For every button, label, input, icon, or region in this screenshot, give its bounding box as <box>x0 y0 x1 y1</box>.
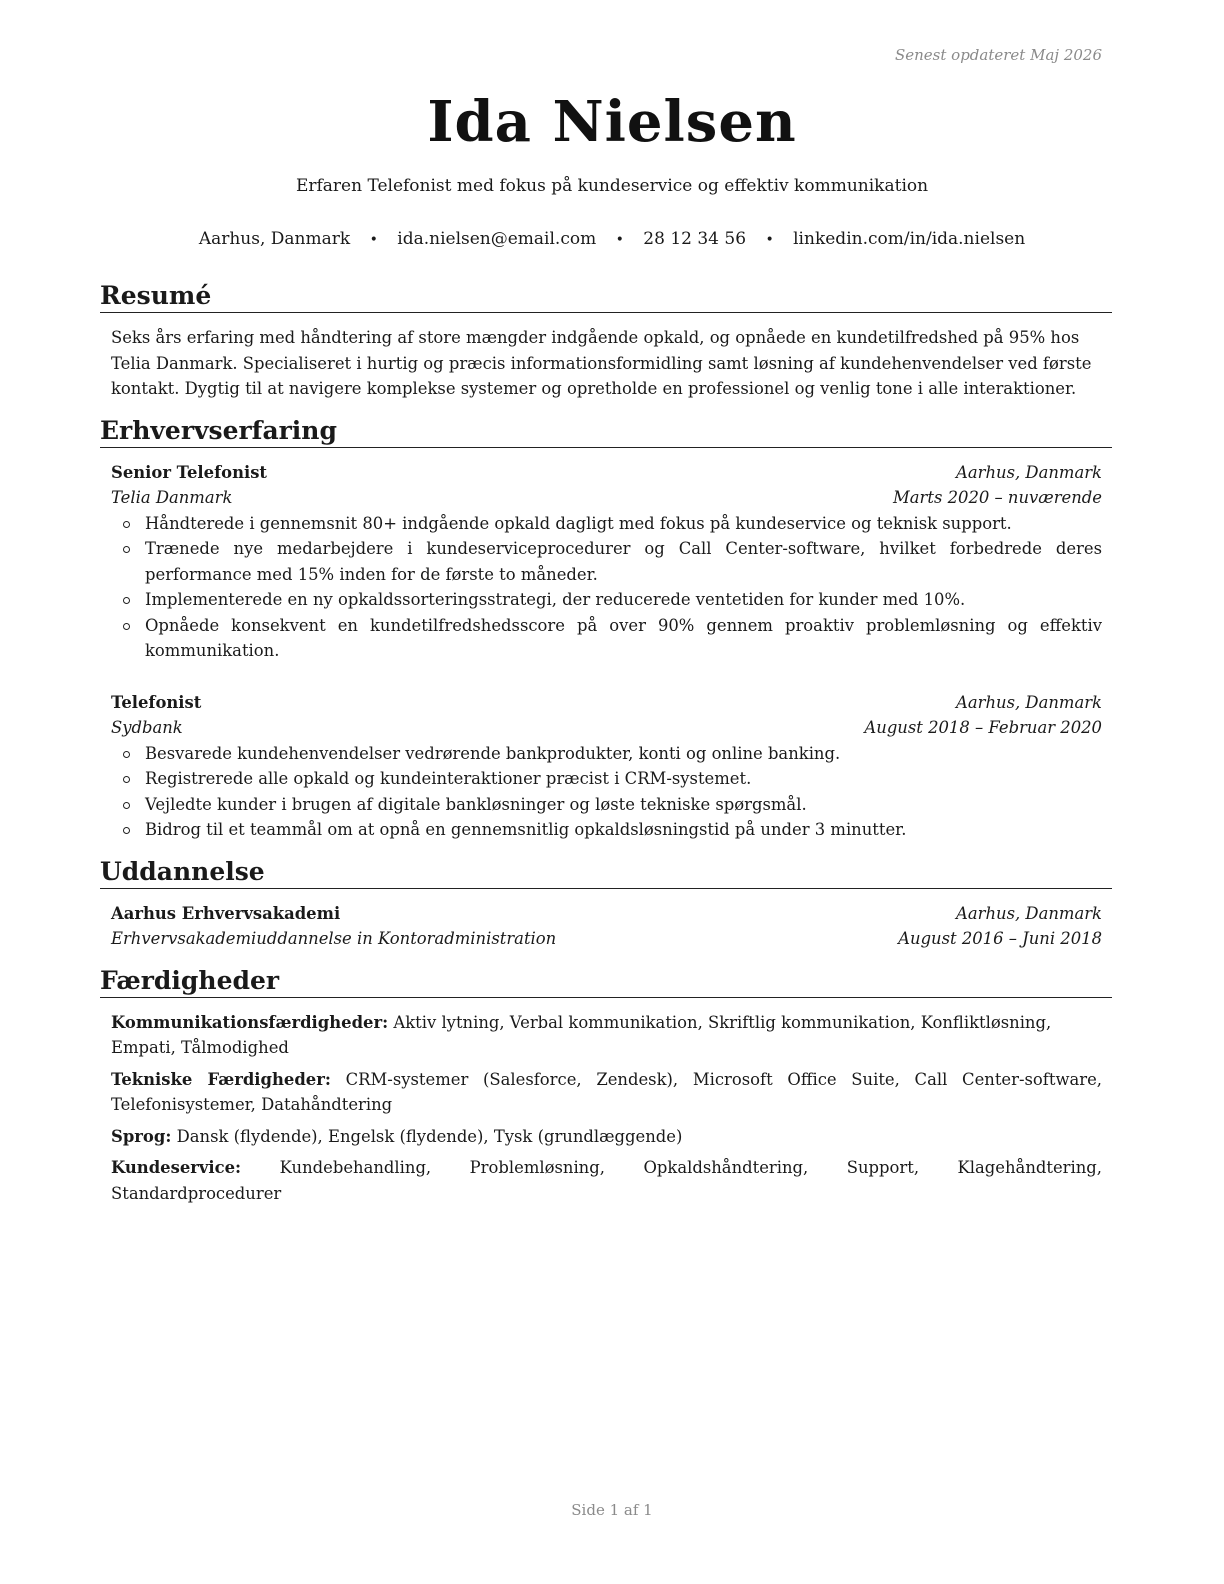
job-location: Aarhus, Danmark <box>956 692 1102 712</box>
contact-linkedin[interactable]: linkedin.com/in/ida.nielsen <box>793 229 1026 249</box>
skill-value: Kundebehandling, Problemløsning, Opkaldshåndtering, Support, Klagehåndtering, Standardprocedurer <box>111 1158 1102 1203</box>
list-item: Håndterede i gennemsnit 80+ indgående opkald dagligt med fokus på kundeservice og teknisk support. <box>111 511 1102 537</box>
job-role: Telefonist <box>111 692 202 712</box>
education-entry <box>111 901 1102 952</box>
skill-label: Sprog: <box>111 1126 172 1146</box>
list-item: Trænede nye medarbejdere i kundeserviceprocedurer og Call Center-software, hvilket forbedrede deres performance med 15% inden for de første to måneder. <box>111 536 1102 587</box>
bullet-separator-icon: • <box>765 232 774 248</box>
job-dates: Marts 2020 – nuværende <box>893 488 1102 507</box>
job-entry <box>111 460 1102 664</box>
tagline: Erfaren Telefonist med fokus på kundeservice og effektiv kommunikation <box>295 176 929 196</box>
education-degree: Erhvervsakademiuddannelse in Kontoradministration <box>111 929 557 948</box>
section-title-skills: Færdigheder <box>100 965 1112 998</box>
education-location: Aarhus, Danmark <box>956 903 1102 923</box>
list-item: Opnåede konsekvent en kundetilfredshedsscore på over 90% gennem proaktiv problemløsning og effektiv kommunikation. <box>111 613 1102 664</box>
skill-group <box>111 1155 1102 1206</box>
last-updated: Senest opdateret Maj 2026 <box>894 46 1102 64</box>
skill-group <box>111 1010 1102 1061</box>
skill-label: Kundeservice: <box>111 1158 242 1177</box>
job-bullets <box>111 511 1102 664</box>
education-dates: August 2016 – Juni 2018 <box>898 929 1102 948</box>
section-title-experience: Erhvervserfaring <box>100 415 1112 448</box>
page-number: Side 1 af 1 <box>571 1501 653 1519</box>
skill-value: Aktiv lytning, Verbal kommunikation, Skriftlig kommunikation, Konfliktløsning, Empati, Tålmodighed <box>111 1012 1052 1057</box>
job-role: Senior Telefonist <box>111 462 268 482</box>
job-dates: August 2018 – Februar 2020 <box>864 718 1102 737</box>
summary-text: Seks års erfaring med håndtering af store mængder indgående opkald, og opnåede en kundetilfredshed på 95% hos Telia Danmark. Specialiseret i hurtig og præcis informationsformidling samt løsning af kundehenvendelser ved første kontakt. Dygtig til at navigere komplekse systemer og opretholde en professionel og venlig tone i alle interaktioner. <box>111 328 1092 398</box>
bullet-separator-icon: • <box>615 232 624 248</box>
list-item: Vejledte kunder i brugen af digitale bankløsninger og løste tekniske spørgsmål. <box>111 792 1102 818</box>
job-company: Telia Danmark <box>111 488 233 507</box>
section-title-summary: Resumé <box>100 280 1112 313</box>
contact-phone[interactable]: 28 12 34 56 <box>643 229 747 249</box>
skills-section <box>100 965 1112 1207</box>
skill-label: Tekniske Færdigheder: <box>111 1069 331 1089</box>
job-location: Aarhus, Danmark <box>956 462 1102 482</box>
skill-value: CRM-systemer (Salesforce, Zendesk), Microsoft Office Suite, Call Center-software, Telefonisystemer, Datahåndtering <box>111 1069 1102 1114</box>
contact-line <box>0 229 1224 249</box>
section-title-education: Uddannelse <box>100 856 1112 889</box>
skill-label: Kommunikationsfærdigheder: <box>111 1012 389 1032</box>
bullet-separator-icon: • <box>369 232 378 248</box>
candidate-name: Ida Nielsen <box>427 89 797 155</box>
job-entry <box>111 690 1102 843</box>
list-item: Besvarede kundehenvendelser vedrørende bankprodukter, konti og online banking. <box>111 741 1102 767</box>
list-item: Bidrog til et teammål om at opnå en gennemsnitlig opkaldsløsningstid på under 3 minutter. <box>111 817 1102 843</box>
education-section <box>100 856 1112 952</box>
education-school: Aarhus Erhvervsakademi <box>111 903 341 923</box>
list-item: Implementerede en ny opkaldssorteringsstrategi, der reducerede ventetiden for kunder med 10%. <box>111 587 1102 613</box>
resume-content <box>100 280 1112 1206</box>
skill-value: Dansk (flydende), Engelsk (flydende), Tysk (grundlæggende) <box>176 1126 683 1146</box>
list-item: Registrerede alle opkald og kundeinteraktioner præcist i CRM-systemet. <box>111 766 1102 792</box>
summary-section <box>100 280 1112 402</box>
skill-group <box>111 1067 1102 1118</box>
contact-location: Aarhus, Danmark <box>198 229 351 249</box>
experience-section <box>100 415 1112 843</box>
skill-group <box>111 1124 1102 1150</box>
contact-email[interactable]: ida.nielsen@email.com <box>397 229 597 249</box>
job-bullets <box>111 741 1102 843</box>
job-company: Sydbank <box>111 718 183 737</box>
